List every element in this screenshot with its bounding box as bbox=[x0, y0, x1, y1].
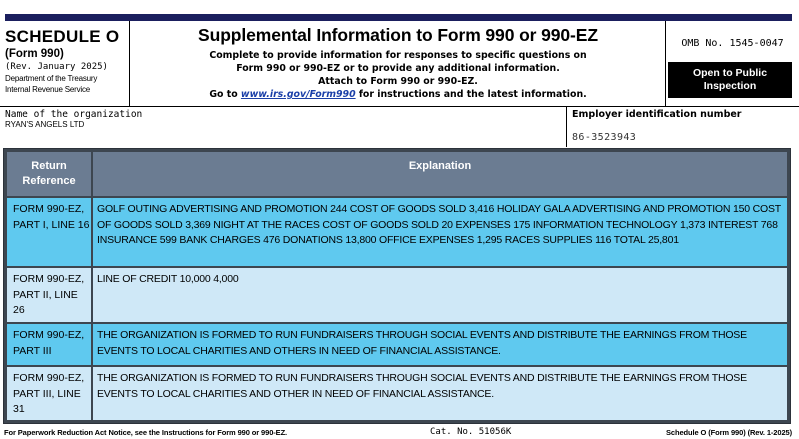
schedule-title: SCHEDULE O bbox=[5, 27, 120, 46]
instruction-line-2: Form 990 or 990-EZ or to provide any additional information. bbox=[236, 63, 560, 74]
form-header bbox=[0, 21, 799, 107]
department: Department of the Treasury bbox=[5, 74, 98, 83]
omb-block bbox=[665, 21, 799, 107]
catalog-number: Cat. No. 51056K bbox=[430, 427, 512, 437]
table-row bbox=[7, 324, 787, 365]
page-footer bbox=[0, 426, 799, 439]
schedule-block bbox=[0, 21, 130, 107]
ein-label: Employer identification number bbox=[572, 109, 742, 120]
return-reference: FORM 990-EZ, PART I, LINE 16 bbox=[7, 198, 91, 266]
irs-label: Internal Revenue Service bbox=[5, 85, 91, 94]
explanation: THE ORGANIZATION IS FORMED TO RUN FUNDRAISERS THROUGH SOCIAL EVENTS AND DISTRIBUTE THE EARNINGS FROM THOSE EVENTS TO LOCAL CHARITIES AND OTHER IN NEED OF FINANCIAL ASSISTANCE. bbox=[93, 367, 787, 420]
column-header-line-2: Reference bbox=[22, 175, 76, 187]
instruction-suffix: for instructions and the latest information. bbox=[355, 89, 587, 100]
return-reference: FORM 990-EZ, PART III bbox=[7, 324, 91, 365]
paperwork-notice: For Paperwork Reduction Act Notice, see the Instructions for Form 990 or 990-EZ. bbox=[4, 428, 288, 437]
organization-row bbox=[0, 107, 799, 147]
instruction-line-3: Attach to Form 990 or 990-EZ. bbox=[318, 76, 478, 87]
explanation-table bbox=[3, 148, 791, 424]
instruction-line-1: Complete to provide information for responses to specific questions on bbox=[209, 50, 587, 61]
irs-link[interactable]: www.irs.gov/Form990 bbox=[240, 89, 356, 100]
form-revision-footer: Schedule O (Form 990) (Rev. 1-2025) bbox=[666, 428, 792, 437]
omb-number: OMB No. 1545-0047 bbox=[681, 38, 784, 49]
revision-date: (Rev. January 2025) bbox=[5, 62, 108, 72]
explanation: GOLF OUTING ADVERTISING AND PROMOTION 244 COST OF GOODS SOLD 3,416 HOLIDAY GALA ADVERTISING AND PROMOTION 150 COST OF GOODS SOLD 3,369 NIGHT AT THE RACES COST OF GOODS SOLD 20 EXPENSES 175 INFORMATION TECHNOLOGY 1,373 INTEREST 768 INSURANCE 599 BANK CHARGES 476 DONATIONS 13,800 OFFICE EXPENSES 1,295 RACES SUPPLIES 116 TOTAL 25,801 bbox=[93, 198, 787, 266]
explanation: THE ORGANIZATION IS FORMED TO RUN FUNDRAISERS THROUGH SOCIAL EVENTS AND DISTRIBUTE THE EARNINGS FROM THOSE EVENTS TO LOCAL CHARITIES AND OTHERS IN NEED OF FINANCIAL ASSISTANCE. bbox=[93, 324, 787, 365]
return-reference: FORM 990-EZ, PART III, LINE 31 bbox=[7, 367, 91, 420]
public-inspection-badge bbox=[668, 62, 792, 98]
instructions bbox=[131, 49, 665, 101]
org-name-label: Name of the organization bbox=[5, 109, 143, 120]
ein-value: 86-3523943 bbox=[572, 132, 637, 143]
column-header-return-reference bbox=[7, 152, 91, 196]
table-row bbox=[7, 367, 787, 420]
column-header-line-1: Return bbox=[31, 160, 67, 172]
instruction-line-4 bbox=[131, 88, 665, 101]
org-name-cell bbox=[0, 107, 566, 147]
open-line-1: Open to Public bbox=[692, 67, 768, 79]
table-row bbox=[7, 198, 787, 266]
title-block bbox=[131, 21, 665, 107]
org-name-value: RYAN'S ANGELS LTD bbox=[5, 120, 85, 129]
page-title: Supplemental Information to Form 990 or 990-EZ bbox=[198, 25, 598, 45]
column-header-explanation: Explanation bbox=[93, 152, 787, 196]
open-line-2: Inspection bbox=[703, 80, 757, 92]
ein-cell bbox=[566, 107, 799, 147]
top-rule bbox=[5, 14, 792, 21]
table-row bbox=[7, 268, 787, 322]
explanation: LINE OF CREDIT 10,000 4,000 bbox=[93, 268, 787, 322]
return-reference: FORM 990-EZ, PART II, LINE 26 bbox=[7, 268, 91, 322]
form-number: (Form 990) bbox=[5, 48, 64, 60]
instruction-prefix: Go to bbox=[209, 89, 241, 100]
